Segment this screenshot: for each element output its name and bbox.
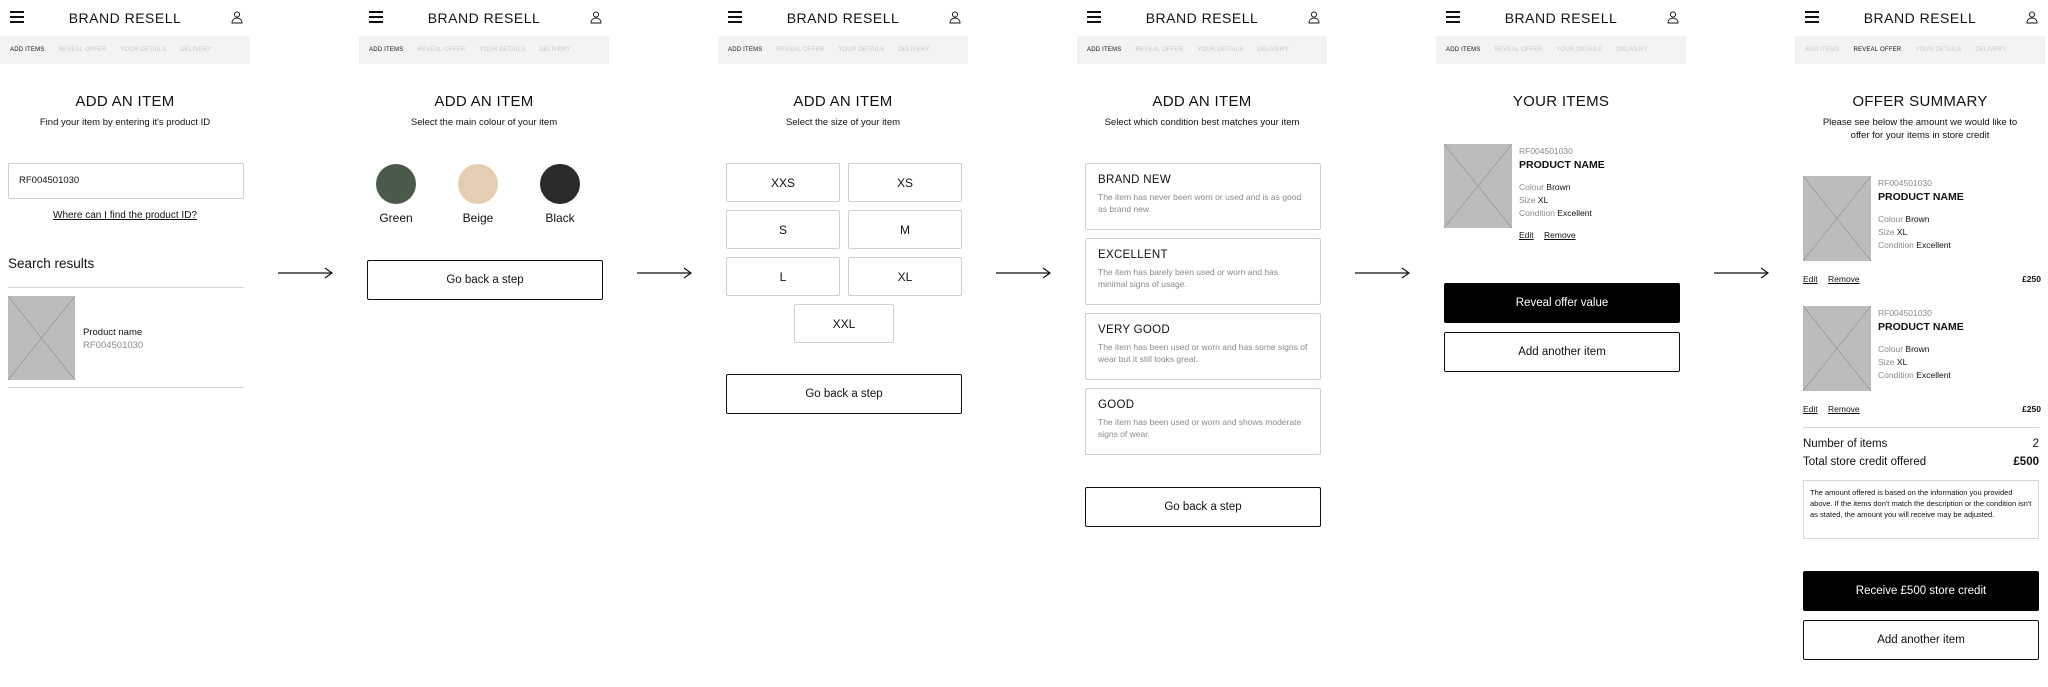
tab-reveal-offer[interactable]: REVEAL OFFER [1494,47,1543,53]
tab-your-details[interactable]: YOUR DETAILS [1197,47,1244,53]
tab-your-details[interactable]: YOUR DETAILS [479,47,526,53]
header [359,0,609,36]
header [1436,0,1686,36]
item-size-value: XL [1896,227,1908,237]
search-results-heading: Search results [8,256,95,271]
item-product-name: PRODUCT NAME [1878,191,1964,203]
user-icon[interactable] [589,10,603,24]
tab-add-items[interactable]: ADD ITEMS [1446,47,1481,53]
screen-add-item-condition [1077,0,1327,687]
add-another-item-button[interactable]: Add another item [1803,620,2039,660]
colour-option-black[interactable] [534,163,586,233]
condition-name: EXCELLENT [1098,249,1168,261]
result-product-name: Product name [83,327,143,338]
flow-arrow-icon [637,266,693,280]
header [1795,0,2045,36]
result-product-id: RF004501030 [83,340,144,351]
progress-tabs [1077,36,1327,64]
remove-item-link[interactable]: Remove [1544,230,1576,240]
brand-logo: BRAND RESELL [1863,10,1977,26]
page-subtitle: Select which condition best matches your item [1104,117,1300,128]
tab-add-items[interactable]: ADD ITEMS [1087,47,1122,53]
user-icon[interactable] [1666,10,1680,24]
tab-add-items[interactable]: ADD ITEMS [369,47,404,53]
reveal-offer-button[interactable]: Reveal offer value [1444,283,1680,323]
item-condition [1878,370,1951,380]
size-option-grid [718,163,968,343]
tab-delivery[interactable]: DELIVERY [1975,47,2007,53]
condition-description: The item has never been worn or used and is as good as brand new. [1098,192,1302,214]
item-condition-value: Excellent [1557,208,1592,218]
tab-reveal-offer[interactable]: REVEAL OFFER [1853,47,1902,53]
condition-description: The item has been used or worn and has some signs of wear but it still looks great. [1098,342,1308,364]
colour-label: Green [379,211,413,225]
colour-option-green[interactable] [370,163,422,233]
item-offer-price: £250 [2022,274,2041,284]
cart-item [1444,144,1680,244]
page-subtitle: Find your item by entering it's product ID [39,117,211,128]
number-of-items-label: Number of items [1803,438,1888,450]
item-size-label: Size [1519,195,1536,205]
product-image-placeholder [1803,176,1871,261]
size-option-xxs[interactable]: XXS [726,163,840,202]
brand-logo: BRAND RESELL [427,10,541,26]
item-size-label: Size [1878,227,1895,237]
brand-logo: BRAND RESELL [786,10,900,26]
screen-add-item-search [0,0,250,687]
tab-delivery[interactable]: DELIVERY [1257,47,1289,53]
condition-name: VERY GOOD [1098,324,1170,336]
page-title: ADD AN ITEM [75,93,175,110]
colour-label: Black [545,211,575,225]
item-size [1519,195,1548,205]
product-id-input[interactable]: RF004501030 [8,163,244,199]
edit-item-link[interactable]: Edit [1519,230,1534,240]
page-subtitle: Select the size of your item [785,117,901,128]
tab-delivery[interactable]: DELIVERY [898,47,930,53]
tab-reveal-offer[interactable]: REVEAL OFFER [776,47,825,53]
item-colour [1519,182,1571,192]
brand-logo: BRAND RESELL [68,10,182,26]
colour-swatch-list [359,163,609,233]
item-colour [1878,344,1930,354]
condition-option-very-good[interactable] [1085,313,1321,380]
condition-name: GOOD [1098,399,1135,411]
header [718,0,968,36]
number-of-items-value: 2 [2032,438,2039,450]
item-condition-label: Condition [1519,208,1555,218]
product-image-placeholder [8,296,75,380]
item-product-id: RF004501030 [1519,146,1573,156]
item-condition-label: Condition [1878,240,1914,250]
offer-disclaimer: The amount offered is based on the information you provided above. If the items don't match the description or the condition isn't as stated, the amount you will receive may be adjusted. [1803,480,2039,539]
tab-your-details[interactable]: YOUR DETAILS [120,47,167,53]
remove-item-link[interactable]: Remove [1828,404,1860,414]
tab-your-details[interactable]: YOUR DETAILS [1915,47,1962,53]
offer-item [1803,176,2039,286]
total-credit-value: £500 [2013,456,2039,468]
total-credit-label: Total store credit offered [1803,456,1927,468]
item-size [1878,357,1907,367]
tab-delivery[interactable]: DELIVERY [1616,47,1648,53]
product-image-placeholder [1803,306,1871,391]
user-icon[interactable] [948,10,962,24]
screen-add-item-size [718,0,968,687]
item-product-name: PRODUCT NAME [1878,321,1964,333]
condition-description: The item has barely been used or worn and has minimal signs of usage. [1098,267,1279,289]
condition-option-brand-new[interactable] [1085,163,1321,230]
page-subtitle: Please see below the amount we would like to offer for your items in store credit [1822,117,2018,141]
item-condition [1519,208,1592,218]
item-colour-label: Colour [1519,182,1545,192]
item-size-value: XL [1537,195,1549,205]
colour-swatch [458,164,498,204]
tab-reveal-offer[interactable]: REVEAL OFFER [417,47,466,53]
item-colour-label: Colour [1878,344,1904,354]
search-result-item[interactable] [8,296,244,380]
tab-your-details[interactable]: YOUR DETAILS [1556,47,1603,53]
item-colour [1878,214,1930,224]
progress-tabs [0,36,250,64]
page-title: ADD AN ITEM [1152,93,1252,110]
page-subtitle: Select the main colour of your item [410,117,558,128]
item-product-id: RF004501030 [1878,178,1932,188]
item-size [1878,227,1907,237]
go-back-button[interactable]: Go back a step [726,374,962,414]
divider [8,287,244,288]
progress-tabs [1795,36,2045,64]
condition-option-list [1085,163,1321,463]
size-option-xs[interactable]: XS [848,163,962,202]
go-back-button[interactable]: Go back a step [1085,487,1321,527]
condition-option-good[interactable] [1085,388,1321,455]
user-icon[interactable] [2025,10,2039,24]
item-colour-value: Brown [1905,344,1930,354]
size-option-xl[interactable]: XL [848,257,962,296]
header [0,0,250,36]
item-product-id: RF004501030 [1878,308,1932,318]
item-condition-value: Excellent [1916,370,1951,380]
colour-swatch [376,164,416,204]
condition-name: BRAND NEW [1098,174,1171,186]
screen-your-items [1436,0,1686,687]
item-product-name: PRODUCT NAME [1519,159,1605,171]
screen-add-item-colour [359,0,609,687]
item-condition-label: Condition [1878,370,1914,380]
tab-your-details[interactable]: YOUR DETAILS [838,47,885,53]
flow-arrow-icon [1355,266,1411,280]
tab-add-items[interactable]: ADD ITEMS [10,47,45,53]
offer-item [1803,306,2039,416]
divider [1803,427,2039,428]
page-title: YOUR ITEMS [1512,93,1610,110]
edit-item-link[interactable]: Edit [1803,274,1818,284]
condition-description: The item has been used or worn and shows moderate signs of wear. [1098,417,1302,439]
size-option-m[interactable]: M [848,210,962,249]
colour-swatch [540,164,580,204]
item-colour-label: Colour [1878,214,1904,224]
edit-item-link[interactable]: Edit [1803,404,1818,414]
brand-logo: BRAND RESELL [1145,10,1259,26]
flow-arrow-icon [1714,266,1770,280]
item-condition-value: Excellent [1916,240,1951,250]
screen-offer-summary [1795,0,2045,687]
item-condition [1878,240,1951,250]
go-back-button[interactable]: Go back a step [367,260,603,300]
flow-arrow-icon [278,266,334,280]
size-option-l[interactable]: L [726,257,840,296]
item-size-label: Size [1878,357,1895,367]
item-size-value: XL [1896,357,1908,367]
header [1077,0,1327,36]
tab-delivery[interactable]: DELIVERY [180,47,212,53]
receive-store-credit-button[interactable]: Receive £500 store credit [1803,571,2039,611]
tab-reveal-offer[interactable]: REVEAL OFFER [58,47,107,53]
progress-tabs [718,36,968,64]
progress-tabs [359,36,609,64]
size-option-s[interactable]: S [726,210,840,249]
offer-item-list [1803,176,2039,416]
item-colour-value: Brown [1546,182,1571,192]
tab-add-items[interactable]: ADD ITEMS [728,47,763,53]
colour-label: Beige [462,211,494,225]
tab-add-items[interactable]: ADD ITEMS [1805,47,1840,53]
product-id-help-link[interactable]: Where can I find the product ID? [53,210,197,221]
product-image-placeholder [1444,144,1512,228]
remove-item-link[interactable]: Remove [1828,274,1860,284]
item-offer-price: £250 [2022,404,2041,414]
colour-option-beige[interactable] [452,163,504,233]
flow-arrow-icon [996,266,1052,280]
page-title: ADD AN ITEM [793,93,893,110]
user-icon[interactable] [1307,10,1321,24]
divider [8,387,244,388]
item-colour-value: Brown [1905,214,1930,224]
tab-reveal-offer[interactable]: REVEAL OFFER [1135,47,1184,53]
add-another-item-button[interactable]: Add another item [1444,332,1680,372]
condition-option-excellent[interactable] [1085,238,1321,305]
size-option-xxl[interactable]: XXL [794,304,894,343]
page-title: ADD AN ITEM [434,93,534,110]
brand-logo: BRAND RESELL [1504,10,1618,26]
tab-delivery[interactable]: DELIVERY [539,47,571,53]
user-icon[interactable] [230,10,244,24]
page-title: OFFER SUMMARY [1852,93,1988,110]
progress-tabs [1436,36,1686,64]
